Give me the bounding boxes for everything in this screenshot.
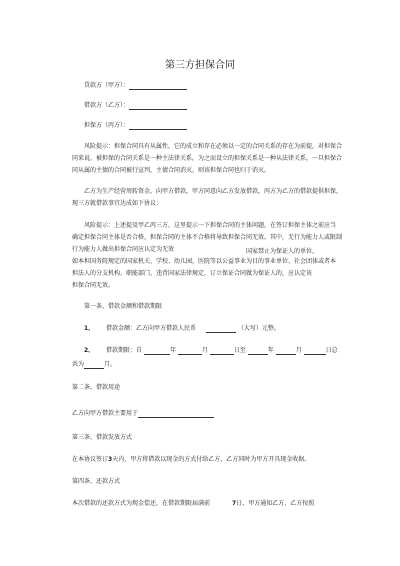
section-2-title: 第二条、借款用途 (72, 384, 121, 391)
loan-purpose-line (72, 410, 214, 418)
item-1-number: 1、 (84, 325, 95, 332)
loan-term-total-line (72, 361, 116, 369)
end-month-blank[interactable] (276, 348, 296, 355)
end-day-label: 日总 (325, 347, 338, 354)
loan-term-label: 借款期限：自 (106, 347, 143, 354)
notice-line-2: 确定担保合同主体是否合格，担保合同的主体不合格将导致担保合同无效。其中，无行为能力人或限制 (72, 234, 343, 241)
notice-line-6: 担保合同无效。 (72, 282, 115, 289)
borrower-line (84, 102, 187, 110)
loan-amount-label: 借款金额：乙方向甲方借款人民币 (106, 325, 197, 332)
start-month-label: 月 (201, 347, 208, 354)
start-day-label: 日至 (233, 347, 246, 354)
start-day-blank[interactable] (210, 348, 234, 355)
end-year-blank[interactable] (248, 348, 268, 355)
guarantor-label: 担保方（丙方）： (84, 122, 130, 129)
borrower-label: 借款方（乙方）： (84, 102, 130, 109)
loan-purpose-blank[interactable] (138, 411, 214, 418)
lender-line (84, 82, 187, 90)
section-1-title: 第一条、借款金额和借款期限 (84, 303, 163, 310)
disbursement-line (72, 456, 310, 464)
loan-purpose-label: 乙方向甲方借款主要用于 (72, 410, 139, 417)
disbursement-text-b: 天内，甲方将借款以现金的方式付给乙方，乙方同时为甲方开具现金收据。 (112, 456, 311, 463)
section-4-title: 第四条、还款方式 (72, 478, 121, 485)
disbursement-text-a: 在本协议签订 (72, 456, 109, 463)
lender-blank[interactable] (129, 83, 187, 90)
disbursement-days: 3 (108, 456, 113, 463)
end-year-label: 年 (267, 347, 274, 354)
borrower-blank[interactable] (129, 103, 187, 110)
start-year-blank[interactable] (144, 348, 170, 355)
start-month-blank[interactable] (178, 348, 202, 355)
notice-line-1: 风险提示：上述提及甲乙丙三方，这里提示一下担保合同的主体问题，在签订担保主体之前应当 (84, 222, 337, 229)
lender-label: 贷款方（甲方）： (84, 82, 130, 89)
end-day-blank[interactable] (304, 348, 326, 355)
guarantor-blank[interactable] (129, 123, 187, 130)
repayment-text-b: 日，甲方通知乙方，乙方按照 (236, 500, 315, 507)
notice-line-5: 担法人的分支机构、职能部门、违背国家法律规定，订立保证合同做为保证人的，应认定该 (72, 270, 313, 277)
section-3-title: 第三条、借款发放方式 (72, 434, 133, 441)
loan-amount-line (84, 325, 280, 333)
risk-line-1: 风险提示：担保合同具有从属性，它的成立和存在必须以一定的合同关系的存在为前提，对担保合 (84, 143, 343, 150)
end-month-label: 月 (295, 347, 302, 354)
repayment-line (72, 500, 314, 508)
total-label: 共为 (72, 361, 85, 368)
item-2-number: 2、 (84, 347, 95, 354)
loan-term-line (84, 347, 338, 355)
loan-amount-blank[interactable] (206, 326, 236, 333)
start-year-label: 年 (169, 347, 176, 354)
repayment-text-a: 本次借款的还款方式为现金偿还，在借款期限届满前 (72, 500, 211, 507)
total-suffix: 月。 (104, 361, 117, 368)
notice-line-3b: 国家禁止为保证人的单位， (246, 248, 319, 255)
loan-amount-suffix: （大写）元整。 (237, 325, 280, 332)
risk-line-2: 同来说，被担保的合同关系是一种主法律关系，为之而设立的担保关系是一种从法律关系，一旦担保合 (72, 155, 343, 162)
repayment-days: 7 (232, 500, 237, 507)
guarantor-line (84, 122, 187, 130)
notice-line-4: 如本担国务院规定的国家机关、学校、幼儿园，医院等以公益事业为目的事业单位、社会团体或者本 (72, 258, 337, 265)
intro-line-1: 乙方为生产经营周转资金，向甲方借款，甲方同意向乙方发放借款，丙方为乙方的借款提供担保， (84, 188, 343, 195)
intro-line-2: 现三方就借款事宜达成如下协议： (72, 200, 163, 207)
notice-line-3: 行为能力人做出担保合同应认定为无效 (72, 246, 175, 253)
page-title: 第三方担保合同 (165, 60, 235, 71)
total-months-blank[interactable] (84, 362, 104, 369)
risk-line-3: 同从属的主债的合同被行宣判，主债合同消灭，则该担保合同也归于消灭。 (72, 167, 271, 174)
